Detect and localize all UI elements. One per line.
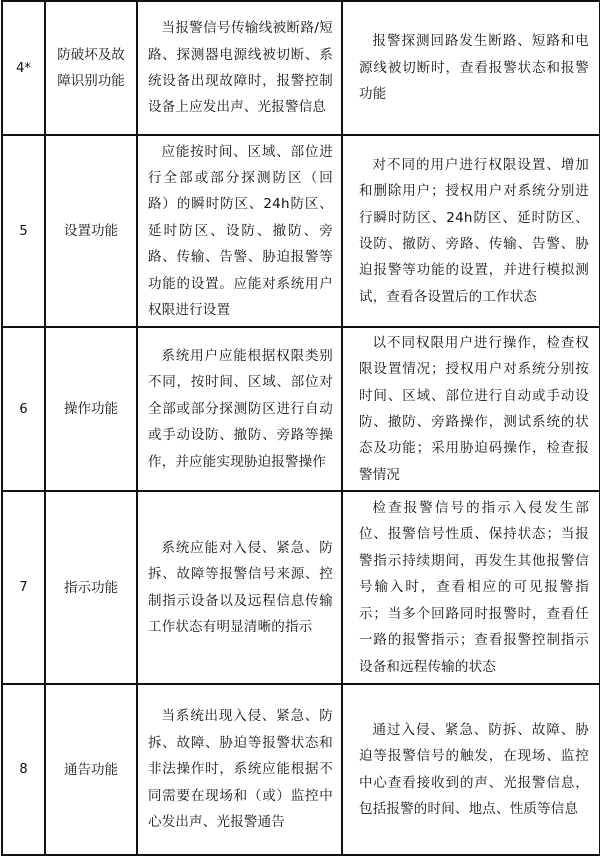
requirement-cell <box>137 684 342 855</box>
function-name: 设置功能 <box>45 135 137 327</box>
test-method-cell <box>342 491 600 684</box>
table-row <box>2 327 600 491</box>
function-name: 操作功能 <box>45 327 137 491</box>
test-method-text: 以不同权限用户进行操作，检查权限设置情况；授权用户对系统分别按时间、区域、部位进行自动或手动设防、撤防、旁路操作，测试系统的状态及功能；采用胁迫码操作，检查报警情况 <box>359 334 589 483</box>
row-number: 6 <box>2 327 45 491</box>
test-method-text: 通过入侵、紧急、防拆、故障、胁迫等报警信号的触发，在现场、监控中心查看接收到的声、光报警信息，包括报警的时间、地点、性质等信息 <box>359 721 589 817</box>
requirement-text: 当报警信号传输线被断路/短路、探测器电源线被切断、系统设备出现故障时，报警控制设备上应发出声、光报警信息 <box>148 20 333 116</box>
requirement-text: 应能按时间、区域、部位进行全部或部分探测防区（回路）的瞬时防区、24h防区、延时防区、设防、撤防、旁路、传输、告警、胁迫报警等功能的设置。应能对系统用户权限进行设置 <box>148 143 333 319</box>
requirement-cell <box>137 327 342 491</box>
row-number: 7 <box>2 491 45 684</box>
table-row <box>2 1 600 135</box>
requirement-cell <box>137 491 342 684</box>
table-row <box>2 135 600 327</box>
row-number: 4* <box>2 1 45 135</box>
requirement-text: 系统用户应能根据权限类别不同，按时间、区域、部位对全部或部分探测防区进行自动或手动设防、撤防、旁路等操作，并应能实现胁迫报警操作 <box>148 347 333 470</box>
function-name: 防破坏及故障识别功能 <box>45 1 137 135</box>
functional-test-table <box>1 0 600 856</box>
test-method-text: 报警探测回路发生断路、短路和电源线被切断时，查看报警状态和报警功能 <box>359 33 589 103</box>
table-row <box>2 684 600 855</box>
requirement-text: 当系统出现入侵、紧急、防拆、故障、胁迫等报警状态和非法操作时，系统应能根据不同需要在现场和（或）监控中心发出声、光报警通告 <box>148 708 333 831</box>
row-number: 5 <box>2 135 45 327</box>
function-name: 通告功能 <box>45 684 137 855</box>
row-number: 8 <box>2 684 45 855</box>
test-method-cell <box>342 684 600 855</box>
test-method-text: 对不同的用户进行权限设置、增加和删除用户；授权用户对系统分别进行瞬时防区、24h防区、延时防区、设防、撤防、旁路、传输、告警、胁迫报警等功能的设置，并进行模拟测试，查看各设置后的工作状态 <box>359 156 589 305</box>
requirement-text: 系统应能对入侵、紧急、防拆、故障等报警信号来源、控制指示设备以及远程信息传输工作状态有明显清晰的指示 <box>148 539 333 635</box>
table-row <box>2 491 600 684</box>
test-method-cell <box>342 1 600 135</box>
function-name: 指示功能 <box>45 491 137 684</box>
test-method-text: 检查报警信号的指示入侵发生部位、报警信号性质、保持状态；当报警指示持续期间，再发生其他报警信号输入时，查看相应的可见报警指示；当多个回路同时报警时，查看任一路的报警指示；查看报警控制指示设备和远程传输的状态 <box>359 500 589 675</box>
requirement-cell <box>137 135 342 327</box>
test-method-cell <box>342 135 600 327</box>
requirement-cell <box>137 1 342 135</box>
test-method-cell <box>342 327 600 491</box>
